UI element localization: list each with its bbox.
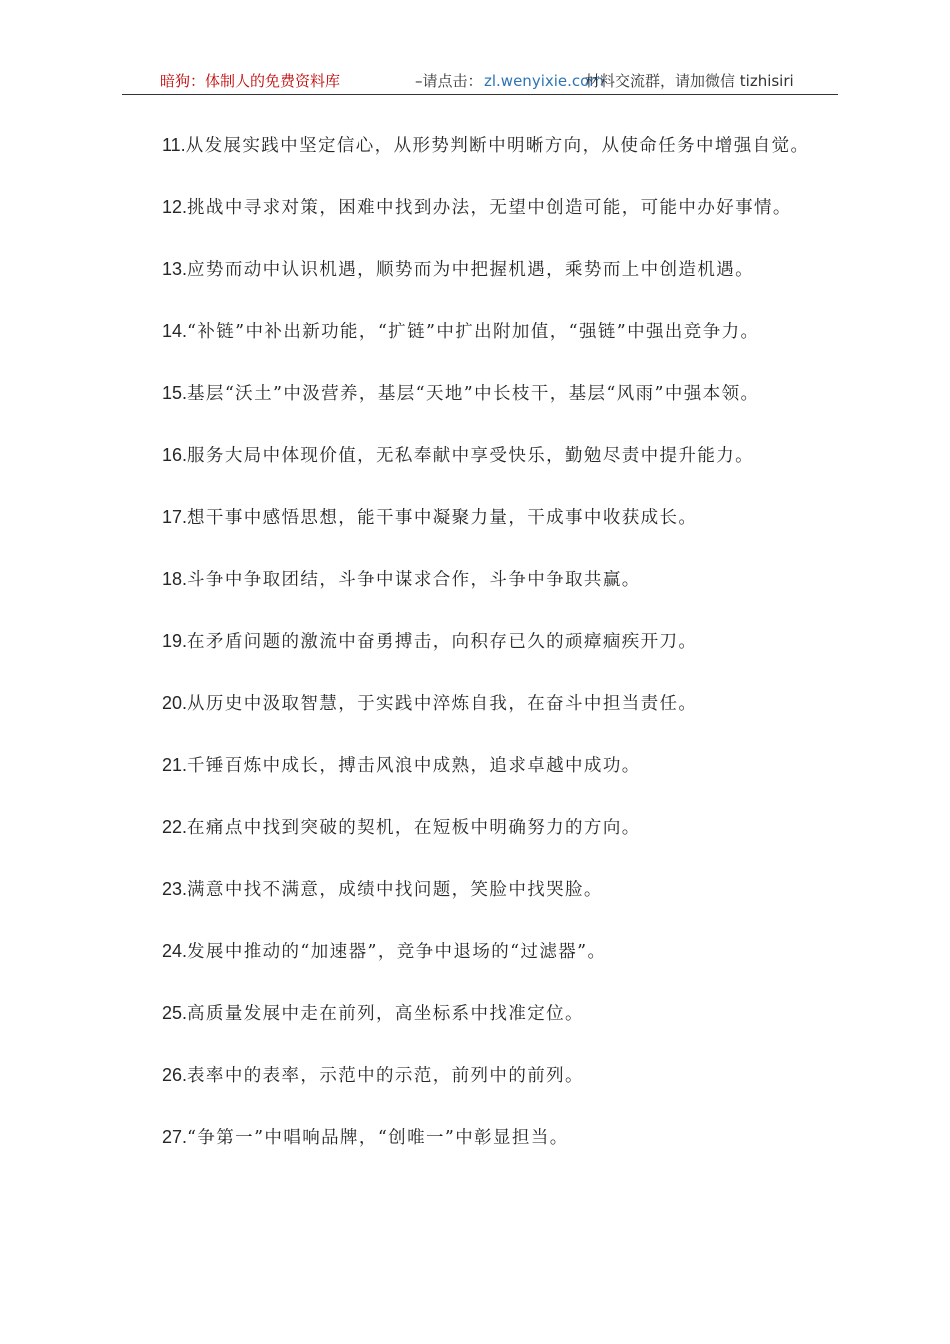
item-text: “争第一”中唱响品牌，“创唯一”中彰显担当。 xyxy=(187,1128,569,1148)
item-text: 应势而动中认识机遇，顺势而为中把握机遇，乘势而上中创造机遇。 xyxy=(187,260,755,280)
item-text: 满意中找不满意，成绩中找问题，笑脸中找哭脸。 xyxy=(187,880,603,900)
list-item xyxy=(162,1122,852,1184)
list-item xyxy=(162,130,852,192)
list-item xyxy=(162,316,852,378)
item-number: 16. xyxy=(162,445,188,465)
item-number: 13. xyxy=(162,259,188,279)
item-text: 基层“沃土”中汲营养，基层“天地”中长枝干，基层“风雨”中强本领。 xyxy=(187,384,760,404)
list-item xyxy=(162,192,852,254)
header-click-label: –请点击： xyxy=(415,72,483,90)
page-header xyxy=(122,70,838,95)
content-list xyxy=(162,130,852,1184)
item-text: 高质量发展中走在前列，高坐标系中找准定位。 xyxy=(187,1004,584,1024)
header-contact: 材料交流群，请加微信 tizhisiri xyxy=(585,72,794,90)
item-text: “补链”中补出新功能，“扩链”中扩出附加值，“强链”中强出竞争力。 xyxy=(187,322,760,342)
item-number: 17. xyxy=(162,507,188,527)
item-number: 24. xyxy=(162,941,188,961)
item-number: 22. xyxy=(162,817,188,837)
list-item xyxy=(162,998,852,1060)
list-item xyxy=(162,1060,852,1122)
item-number: 20. xyxy=(162,693,188,713)
item-text: 表率中的表率，示范中的示范，前列中的前列。 xyxy=(187,1066,584,1086)
item-number: 11. xyxy=(162,135,186,155)
item-number: 12. xyxy=(162,197,188,217)
item-number: 14. xyxy=(162,321,188,341)
item-text: 服务大局中体现价值，无私奉献中享受快乐，勤勉尽责中提升能力。 xyxy=(187,446,755,466)
item-number: 23. xyxy=(162,879,188,899)
list-item xyxy=(162,440,852,502)
item-text: 发展中推动的“加速器”，竞争中退场的“过滤器”。 xyxy=(187,942,607,962)
item-number: 19. xyxy=(162,631,188,651)
item-number: 21. xyxy=(162,755,188,775)
list-item xyxy=(162,502,852,564)
list-item xyxy=(162,812,852,874)
list-item xyxy=(162,874,852,936)
item-text: 在矛盾问题的激流中奋勇搏击，向积存已久的顽瘴痼疾开刀。 xyxy=(187,632,698,652)
list-item xyxy=(162,254,852,316)
item-text: 在痛点中找到突破的契机，在短板中明确努力的方向。 xyxy=(187,818,641,838)
header-brand: 暗狗：体制人的免费资料库 xyxy=(160,72,341,90)
list-item xyxy=(162,626,852,688)
item-number: 18. xyxy=(162,569,188,589)
item-text: 从历史中汲取智慧，于实践中淬炼自我，在奋斗中担当责任。 xyxy=(187,694,698,714)
item-number: 15. xyxy=(162,383,188,403)
list-item xyxy=(162,564,852,626)
list-item xyxy=(162,378,852,440)
item-number: 26. xyxy=(162,1065,188,1085)
item-text: 千锤百炼中成长，搏击风浪中成熟，追求卓越中成功。 xyxy=(187,756,641,776)
item-number: 27. xyxy=(162,1127,188,1147)
item-number: 25. xyxy=(162,1003,188,1023)
item-text: 挑战中寻求对策，困难中找到办法，无望中创造可能，可能中办好事情。 xyxy=(187,198,792,218)
list-item xyxy=(162,750,852,812)
item-text: 从发展实践中坚定信心，从形势判断中明晰方向，从使命任务中增强自觉。 xyxy=(185,136,810,156)
list-item xyxy=(162,688,852,750)
header-url-link[interactable]: zl.wenyixie.com xyxy=(484,72,604,90)
item-text: 斗争中争取团结，斗争中谋求合作，斗争中争取共赢。 xyxy=(187,570,641,590)
item-text: 想干事中感悟思想，能干事中凝聚力量，干成事中收获成长。 xyxy=(187,508,698,528)
list-item xyxy=(162,936,852,998)
